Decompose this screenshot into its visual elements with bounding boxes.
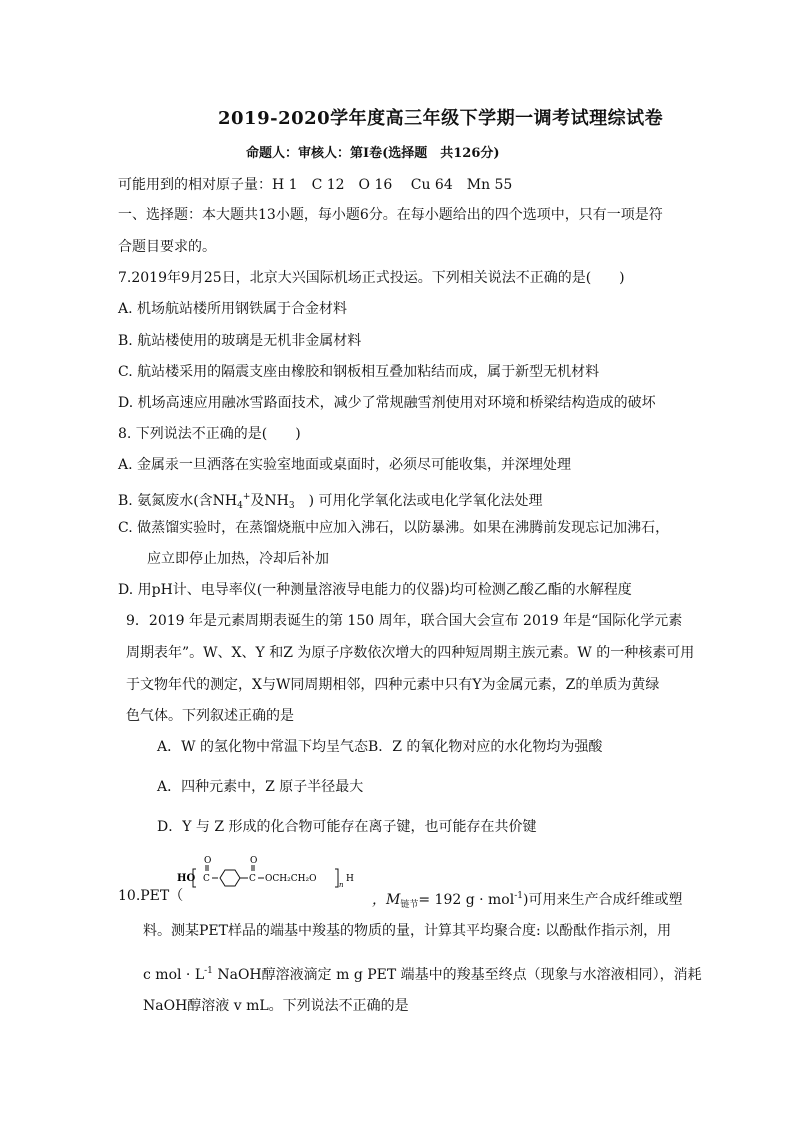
q10-line-2: 料。测某PET样品的端基中羧基的物质的量，计算其平均聚合度: 以酚酞作指示剂，用 — [143, 923, 672, 939]
q8-option-b-sup-1: + — [242, 492, 251, 502]
q10-line-4: NaOH醇溶液 v mL。下列说法不正确的是 — [143, 998, 409, 1014]
q8-option-b-sub-1: 4 — [237, 501, 243, 511]
q7-option-c: C. 航站楼采用的隔震支座由橡胶和钢板相互叠加粘结而成，属于新型无机材料 — [118, 364, 600, 380]
q10-mass-suffix: )可用来生产合成纤维或塑 — [523, 892, 683, 908]
q10-molar-mass — [372, 887, 682, 914]
repeat-bracket-right — [335, 869, 338, 887]
q8-option-a: A. 金属汞一旦洒落在实验室地面或桌面时，必须尽可能收集，并深埋处理 — [118, 457, 572, 473]
formula-h: H — [346, 874, 354, 884]
q7-stem: 7.2019年9月25日，北京大兴国际机场正式投运。下列相关说法不正确的是( ) — [118, 270, 625, 286]
pet-structural-formula — [176, 854, 366, 888]
q8-stem: 8. 下列说法不正确的是( ) — [118, 426, 301, 442]
q10-mass-value: = 192 g · mol — [418, 892, 515, 908]
formula-ho: HO — [177, 873, 196, 884]
q9-option-ab: A．W 的氢化物中常温下均呈气态B．Z 的氧化物对应的水化物均为强酸 — [157, 739, 603, 755]
q10-mass-prefix: ，M — [372, 892, 401, 908]
q9-option-c: A．四种元素中，Z 原子半径最大 — [157, 779, 364, 795]
section-heading-line-2: 合题目要求的。 — [118, 239, 216, 255]
q10-mass-exp: -1 — [514, 891, 523, 901]
q9-stem-line-2: 周期表年”。W、X、Y 和Z 为原子序数依次增大的四种短周期主族元素。W 的一种核素可用 — [126, 645, 695, 661]
page-subtitle: 命题人：审核人：第Ⅰ卷(选择题 共126分) — [246, 146, 500, 161]
formula-carbonyl-o-1: O — [204, 856, 212, 866]
q8-option-c-line-2: 应立即停止加热，冷却后补加 — [147, 551, 329, 567]
formula-n: n — [339, 881, 344, 888]
q9-stem-line-1: 9．2019 年是元素周期表诞生的第 150 周年，联合国大会宣布 2019 年是“国际化学元素 — [126, 613, 683, 629]
formula-carbon-1: C — [203, 874, 210, 884]
section-heading-line-1: 一、选择题：本大题共13小题，每小题6分。在每小题给出的四个选项中，只有一项是符 — [118, 207, 663, 223]
q8-option-b-text-3: ) 可用化学氧化法或电化学氧化法处理 — [294, 493, 543, 509]
q8-option-b-text-1: B. 氨氮废水(含NH — [118, 493, 238, 509]
benzene-ring — [220, 870, 240, 886]
q8-option-c-line-1: C. 做蒸馏实验时，在蒸馏烧瓶中应加入沸石，以防暴沸。如果在沸腾前发现忘记加沸石， — [118, 520, 670, 536]
formula-carbon-2: C — [249, 874, 256, 884]
q8-option-b-sub-2: 3 — [288, 501, 295, 511]
q9-option-d: D．Y 与 Z 形成的化合物可能存在离子键，也可能存在共价键 — [157, 819, 537, 835]
q10-line-3-exp: -1 — [204, 966, 213, 976]
page-title: 2019-2020学年度高三年级下学期一调考试理综试卷 — [218, 108, 664, 129]
formula-tail: OCH₂CH₂O — [265, 874, 317, 884]
q7-option-b: B. 航站楼使用的玻璃是无机非金属材料 — [118, 333, 362, 349]
q8-option-d: D. 用pH计、电导率仪(一种测量溶液导电能力的仪器)均可检测乙酸乙酯的水解程度 — [118, 582, 632, 598]
q10-line-3 — [143, 962, 702, 984]
q9-stem-line-3: 于文物年代的测定，X与W同周期相邻，四种元素中只有Y为金属元素，Z的单质为黄绿 — [126, 677, 660, 693]
q7-option-d: D. 机场高速应用融冰雪路面技术，减少了常规融雪剂使用对环境和桥梁结构造成的破坏 — [118, 395, 656, 411]
atomic-mass-line: 可能用到的相对原子量：H 1 C 12 O 16 Cu 64 Mn 55 — [118, 177, 513, 193]
q8-option-b — [118, 488, 543, 515]
q7-option-a: A. 机场航站楼所用钢铁属于合金材料 — [118, 301, 348, 317]
q8-option-b-text-2: 及NH — [250, 493, 289, 509]
formula-carbonyl-o-2: O — [250, 856, 258, 866]
q10-mass-sub: 链节 — [400, 900, 419, 910]
q10-label: 10.PET（ — [118, 888, 184, 904]
q10-line-3-post: NaOH醇溶液滴定 m g PET 端基中的羧基至终点（现象与水溶液相同），消耗 — [212, 967, 702, 983]
q9-stem-line-4: 色气体。下列叙述正确的是 — [126, 708, 294, 724]
q10-line-3-pre: c mol · L — [143, 967, 205, 983]
